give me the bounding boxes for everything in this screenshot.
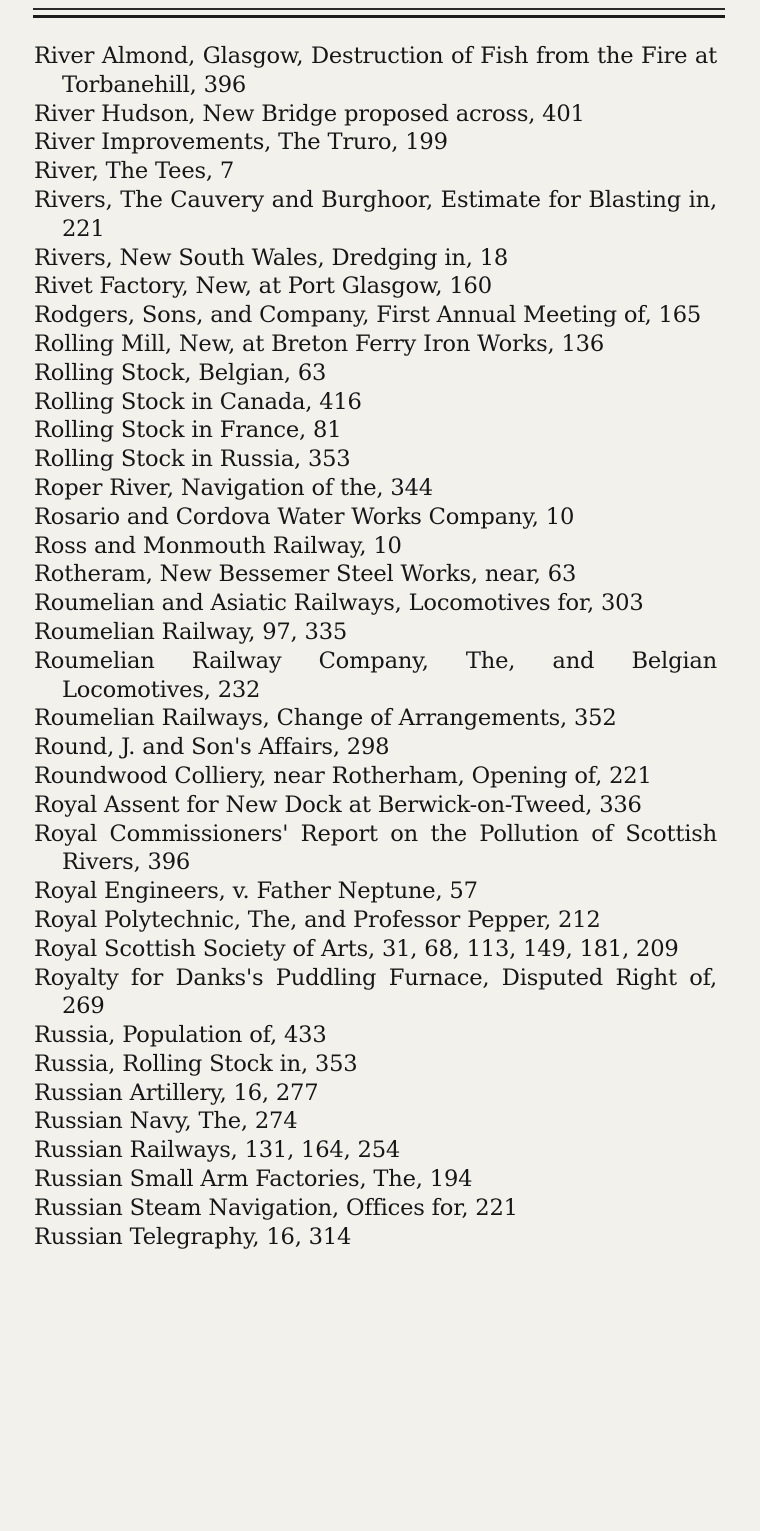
index-entry: Russian Small Arm Factories, The, 194 xyxy=(34,1166,473,1193)
index-entry: Royal Scottish Society of Arts, 31, 68, 113, 149, 181, 209 xyxy=(34,935,679,962)
index-entry: Royal Engineers, v. Father Neptune, 57 xyxy=(34,878,478,905)
index-entry: Round, J. and Son's Affairs, 298 xyxy=(34,734,390,761)
index-entry: Rivers, The Cauvery and Burghoor, Estimate for Blasting in, 221 xyxy=(34,186,717,242)
index-entry: Roumelian Railway Company, The, and Belgian Locomotives, 232 xyxy=(34,647,717,703)
index-entry: Ross and Monmouth Railway, 10 xyxy=(34,532,402,559)
index-entry: Rosario and Cordova Water Works Company, 10 xyxy=(34,503,575,530)
index-entry: Rolling Stock, Belgian, 63 xyxy=(34,359,327,386)
index-entry: Rolling Stock in Russia, 353 xyxy=(34,446,351,473)
index-entry: Rivers, New South Wales, Dredging in, 18 xyxy=(34,244,509,271)
index-entry: River Almond, Glasgow, Destruction of Fish from the Fire at Torbanehill, 396 xyxy=(34,43,717,98)
index-entry: Roper River, Navigation of the, 344 xyxy=(34,474,433,501)
index-entry: Rivet Factory, New, at Port Glasgow, 160 xyxy=(34,273,492,300)
index-entry: River Improvements, The Truro, 199 xyxy=(34,129,448,156)
index-entry: Rodgers, Sons, and Company, First Annual Meeting of, 165 xyxy=(34,302,702,329)
index-entry: Russian Railways, 131, 164, 254 xyxy=(34,1137,401,1164)
index-entry: River Hudson, New Bridge proposed across, 401 xyxy=(34,100,585,127)
index-entry: Rolling Mill, New, at Breton Ferry Iron Works, 136 xyxy=(34,330,605,357)
index-entry: Russian Artillery, 16, 277 xyxy=(34,1079,319,1106)
index-entry: Roumelian Railway, 97, 335 xyxy=(34,618,348,645)
index-entry: Russian Steam Navigation, Offices for, 221 xyxy=(34,1194,518,1221)
index-entry: Royal Polytechnic, The, and Professor Pepper, 212 xyxy=(34,906,601,933)
top-rule-thin xyxy=(33,8,725,10)
index-entry: Russian Navy, The, 274 xyxy=(34,1108,298,1135)
index-entry: Royal Assent for New Dock at Berwick-on-Tweed, 336 xyxy=(34,791,642,818)
index-entry: Royalty for Danks's Puddling Furnace, Disputed Right of, 269 xyxy=(34,964,717,1020)
index-entry: Roumelian Railways, Change of Arrangements, 352 xyxy=(34,705,617,732)
index-entry: Rotheram, New Bessemer Steel Works, near, 63 xyxy=(34,561,577,588)
index-entry: Roumelian and Asiatic Railways, Locomotives for, 303 xyxy=(34,590,644,617)
index-entry: Rolling Stock in Canada, 416 xyxy=(34,388,362,415)
index-list xyxy=(34,42,717,1251)
index-entry: Russia, Rolling Stock in, 353 xyxy=(34,1050,358,1077)
index-entry: Russian Telegraphy, 16, 314 xyxy=(34,1223,352,1250)
index-entry: Roundwood Colliery, near Rotherham, Opening of, 221 xyxy=(34,762,652,789)
index-entry: Russia, Population of, 433 xyxy=(34,1022,327,1049)
index-entry: River, The Tees, 7 xyxy=(34,158,235,185)
index-entry: Royal Commissioners' Report on the Pollution of Scottish Rivers, 396 xyxy=(34,820,717,876)
index-entry: Rolling Stock in France, 81 xyxy=(34,417,342,444)
top-rule-thick xyxy=(33,15,725,18)
